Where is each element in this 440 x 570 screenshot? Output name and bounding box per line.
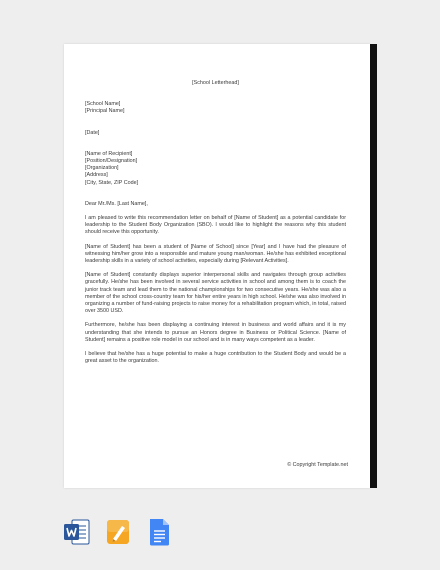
- paragraph-intro: I am pleased to write this recommendation letter on behalf of [Name of Student] as a potential candidate for leadership to the Student Body Organization (SBO). I would like to highlight the reasons why this student should receive this opportunity.: [85, 215, 346, 236]
- document-page: [64, 44, 370, 488]
- paragraph-interests: Furthermore, he/she has been displaying a continuing interest in business and world affairs and it is my understanding that she intends to pursue an Honors degree in Business or Political Science. [Name of Student] remains a positive role model in our school and is in many ways competent as a leader.: [85, 322, 346, 343]
- recipient-name: [Name of Recipient]: [85, 150, 133, 157]
- recipient-address: [Address]: [85, 172, 108, 179]
- letterhead: [School Letterhead]: [192, 80, 239, 86]
- paragraph-history: [Name of Student] has been a student of [Name of School] since [Year] and I have had the pleasure of witnessing him/her grow into a responsible and mature young man/woman. He/she has exhibited exceptional leadership skills in a variety of school activities, especially during [Relevant Activities].: [85, 243, 346, 265]
- letter-body: [85, 80, 346, 365]
- recipient-position: [Position/Designation]: [85, 158, 138, 165]
- sender-principal-name: [Principal Name]: [85, 108, 125, 115]
- word-icon[interactable]: [64, 518, 90, 546]
- google-docs-icon[interactable]: [146, 518, 172, 546]
- salutation: Dear Mr./Ms. [Last Name],: [85, 200, 148, 207]
- recipient-city: [City, State, ZIP Code]: [85, 179, 139, 186]
- paragraph-activities: [Name of Student] constantly displays superior interpersonal skills and navigates through group activities gracefully. He/she has been involved in several service activities in school and among them is to coach the junior track team and lead them to the national championships for two consecutive years. He/she was also a member of the school cross-country team for his/her entire years in high school. He/she was also involved in organizing a number of fund-raising projects to raise money for a rehabilitation program which, in total, raised over 3500 USD.: [85, 272, 346, 315]
- format-icons: [64, 518, 172, 546]
- sender-school-name: [School Name]: [85, 101, 121, 108]
- recipient-organization: [Organization]: [85, 165, 119, 172]
- paragraph-closing: I believe that he/she has a huge potential to make a huge contribution to the Student Body and would be a great asset to the organization.: [85, 351, 346, 365]
- letter-date: [Date]: [85, 129, 100, 136]
- pages-icon[interactable]: [105, 518, 131, 546]
- copyright-footer: © Copyright Template.net: [287, 462, 348, 468]
